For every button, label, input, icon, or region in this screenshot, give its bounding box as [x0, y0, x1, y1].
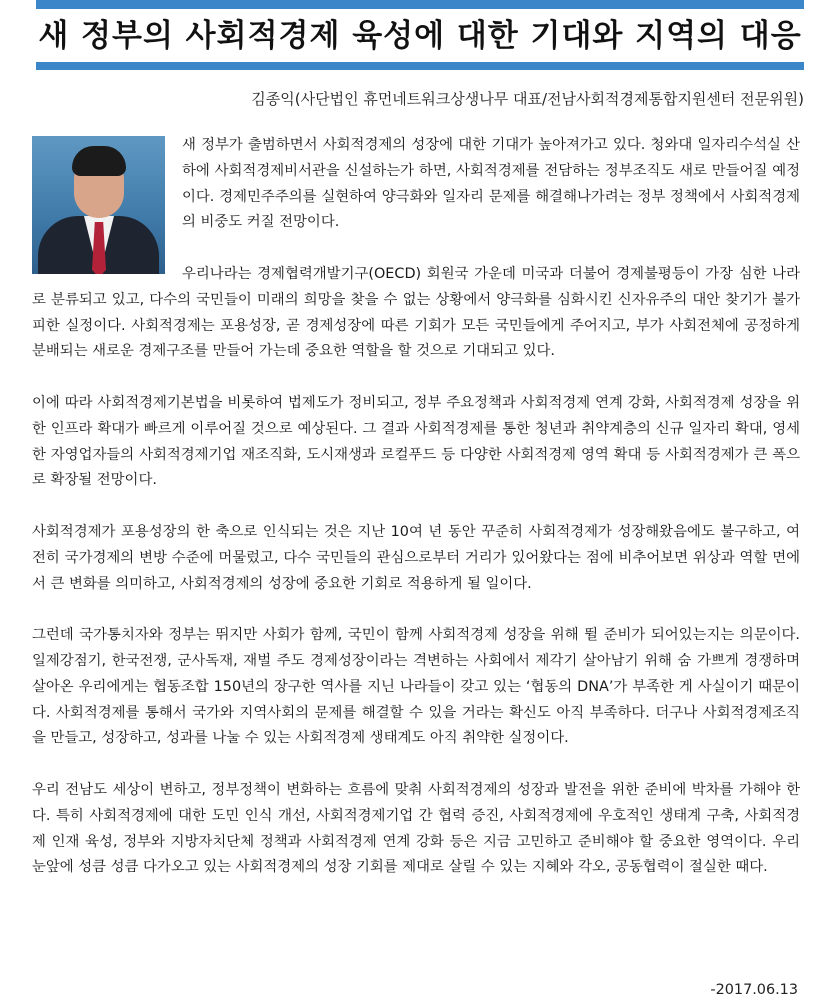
paragraph: 사회적경제가 포용성장의 한 축으로 인식되는 것은 지난 10여 년 동안 꾸준히 사회적경제가 성장해왔음에도 불구하고, 여전히 국가경제의 변방 수준에 머물렀고, 다수 국민들의 관심으로부터 거리가 있어왔다는 점에 비추어보면 위상과 역할 면에서 큰 변화를 의미하고, 사회적경제의 성장에 중요한 기회로 적용하게 될 일이다.	[32, 523, 800, 592]
title-top-rule	[36, 0, 804, 9]
paragraph: 그런데 국가통치자와 정부는 뛰지만 사회가 함께, 국민이 함께 사회적경제 성장을 위해 뛸 준비가 되어있는지는 의문이다. 일제강점기, 한국전쟁, 군사독재, 재벌 주도 경제성장이라는 격변하는 사회에서 제각기 살아남기 위해 숨 가쁘게 경쟁하며 살아온 우리에게는 협동조합 150년의 장구한 역사를 지닌 나라들이 갖고 있는 ‘협동의 DNA’가 부족한 게 사실이기 때문이다. 사회적경제를 통해서 국가와 지역사회의 문제를 해결할 수 있을 거라는 확신도 아직 부족하다. 더구나 사회적경제조직을 만들고, 성장하고, 성과를 나눌 수 있는 사회적경제 생태계도 아직 취약한 실정이다.	[32, 627, 800, 747]
author-byline: 김종익(사단법인 휴먼네트워크상생나무 대표/전남사회적경제통합지원센터 전문위원)	[251, 90, 804, 108]
paragraph: 우리 전남도 세상이 변하고, 정부정책이 변화하는 흐름에 맞춰 사회적경제의 성장과 발전을 위한 준비에 박차를 가해야 한다. 특히 사회적경제에 대한 도민 인식 개선, 사회적경제기업 간 협력 증진, 사회적경제에 우호적인 생태계 구축, 사회적경제 인재 육성, 정부와 지방자치단체 정책과 사회적경제 연계 강화 등은 지금 고민하고 준비해야 할 중요한 영역이다. 우리 눈앞에 성큼 성큼 다가오고 있는 사회적경제의 성장 기회를 제대로 살릴 수 있는 지혜와 각오, 공동협력이 절실한 때다.	[32, 781, 800, 876]
article-date: -2017.06.13	[710, 982, 798, 998]
article-body	[32, 133, 800, 907]
paragraph: 이에 따라 사회적경제기본법을 비롯하여 법제도가 정비되고, 정부 주요정책과 사회적경제 연계 강화, 사회적경제 성장을 위한 인프라 확대가 빠르게 이루어질 것으로 예상된다. 그 결과 사회적경제를 통한 청년과 취약계층의 신규 일자리 확대, 영세한 자영업자들의 사회적경제기업 재조직화, 도시재생과 로컬푸드 등 다양한 사회적경제 영역 확대 등 사회적경제가 큰 폭으로 확장될 전망이다.	[32, 394, 800, 489]
paragraph: 새 정부가 출범하면서 사회적경제의 성장에 대한 기대가 높아져가고 있다. 청와대 일자리수석실 산하에 사회적경제비서관을 신설하는가 하면, 사회적경제를 전담하는 정부조직도 새로 만들어질 예정이다. 경제민주주의를 실현하여 양극화와 일자리 문제를 해결해나가려는 정부 정책에서 사회적경제의 비중도 커질 전망이다.	[182, 137, 800, 231]
title-bottom-rule	[36, 62, 804, 70]
page-title: 새 정부의 사회적경제 육성에 대한 기대와 지역의 대응	[38, 18, 802, 54]
paragraph: 우리나라는 경제협력개발기구(OECD) 회원국 가운데 미국과 더불어 경제불평등이 가장 심한 나라로 분류되고 있고, 다수의 국민들이 미래의 희망을 찾을 수 없는 상황에서 양극화를 심화시킨 신자유주의 대안 찾기가 불가피한 실정이다. 사회적경제는 포용성장, 곧 경제성장에 따른 기회가 모든 국민들에게 주어지고, 부가 사회전체에 공정하게 분배되는 새로운 경제구조를 만들어 가는데 중요한 역할을 할 것으로 기대되고 있다.	[32, 265, 800, 360]
